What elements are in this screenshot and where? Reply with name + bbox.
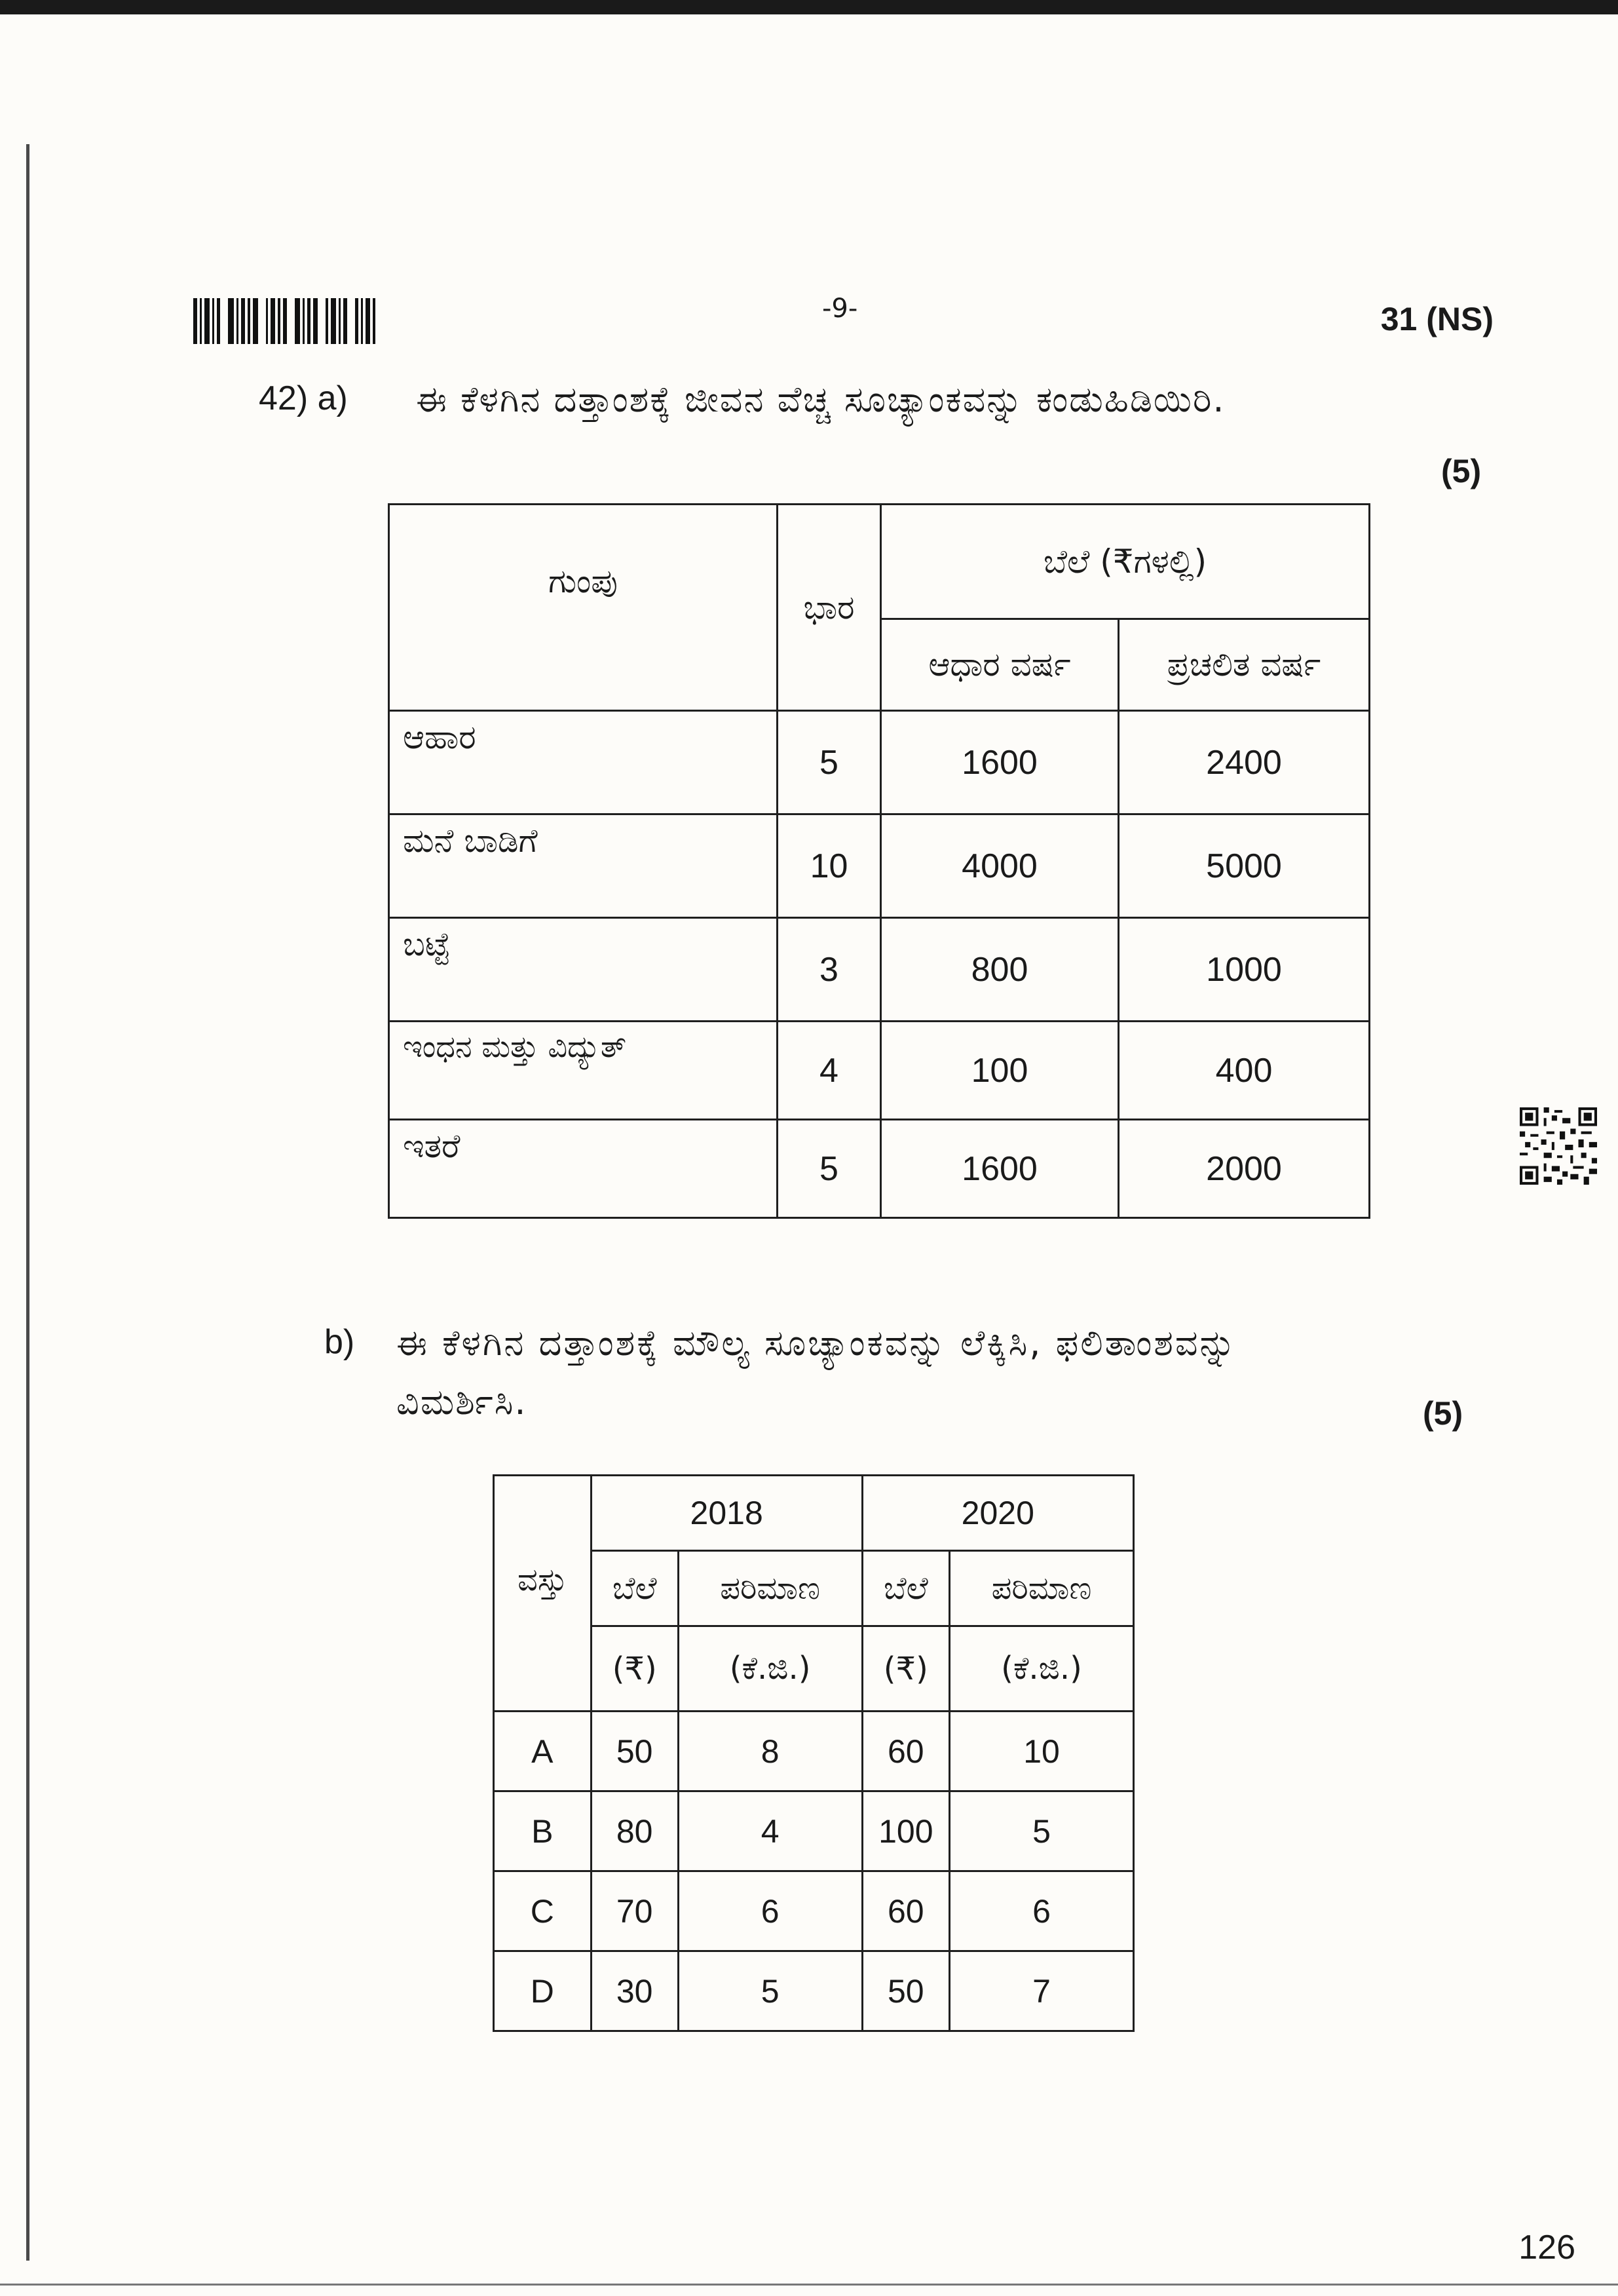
header-item: ವಸ್ತು — [494, 1476, 592, 1712]
quantity-2020-cell: 10 — [950, 1712, 1134, 1791]
group-cell: ಇತರೆ — [389, 1120, 778, 1218]
table-row — [389, 1022, 1370, 1120]
group-cell: ಆಹಾರ — [389, 711, 778, 814]
price-2020-cell: 60 — [862, 1871, 949, 1951]
header-price-2018: ಬೆಲೆ — [591, 1551, 678, 1626]
weight-cell: 5 — [778, 711, 881, 814]
question-b-marks: (5) — [1423, 1395, 1463, 1432]
header-current-year: ಪ್ರಚಲಿತ ವರ್ಷ — [1119, 619, 1370, 711]
item-cell: C — [494, 1871, 592, 1951]
table-row — [389, 814, 1370, 918]
cost-of-living-table — [388, 503, 1370, 1219]
header-price: ಬೆಲೆ (₹ಗಳಲ್ಲಿ) — [881, 505, 1370, 619]
value-index-table — [493, 1474, 1135, 2032]
unit-quantity-2020: (ಕೆ.ಜಿ.) — [950, 1626, 1134, 1712]
quantity-2020-cell: 6 — [950, 1871, 1134, 1951]
left-margin-line — [26, 144, 29, 2261]
group-cell: ಮನೆ ಬಾಡಿಗೆ — [389, 814, 778, 918]
header-base-year: ಆಧಾರ ವರ್ಷ — [881, 619, 1119, 711]
header-year-2018: 2018 — [591, 1476, 862, 1551]
weight-cell: 5 — [778, 1120, 881, 1218]
header-price-2020: ಬೆಲೆ — [862, 1551, 949, 1626]
unit-quantity-2018: (ಕೆ.ಜಿ.) — [678, 1626, 862, 1712]
price-2018-cell: 70 — [591, 1871, 678, 1951]
item-cell: B — [494, 1791, 592, 1871]
question-a-text: ಈ ಕೆಳಗಿನ ದತ್ತಾಂಶಕ್ಕೆ ಜೀವನ ವೆಚ್ಚ ಸೂಚ್ಯಾಂಕವನ್ನು ಕಂಡುಹಿಡಿಯಿರಿ. — [416, 379, 1226, 420]
header-group: ಗುಂಪು — [389, 505, 778, 711]
question-b-text-line1: ಈ ಕೆಳಗಿನ ದತ್ತಾಂಶಕ್ಕೆ ಮೌಲ್ಯ ಸೂಚ್ಯಾಂಕವನ್ನು ಲೆಕ್ಕಿಸಿ, ಫಲಿತಾಂಶವನ್ನು — [396, 1322, 1238, 1364]
question-b-label: b) — [324, 1323, 355, 1361]
question-a-marks: (5) — [1441, 453, 1482, 489]
base-price-cell: 4000 — [881, 814, 1119, 918]
current-price-cell: 1000 — [1119, 918, 1370, 1022]
base-price-cell: 1600 — [881, 711, 1119, 814]
table-row — [494, 1791, 1134, 1871]
item-cell: A — [494, 1712, 592, 1791]
price-2020-cell: 50 — [862, 1951, 949, 2031]
bottom-scan-border — [0, 2284, 1618, 2286]
header-quantity-2018: ಪರಿಮಾಣ — [678, 1551, 862, 1626]
current-price-cell: 400 — [1119, 1022, 1370, 1120]
qr-code — [1520, 1107, 1597, 1185]
question-b-text-line2: ವಿಮರ್ಶಿಸಿ. — [396, 1381, 527, 1423]
group-cell: ಬಟ್ಟೆ — [389, 918, 778, 1022]
question-number: 42) a) — [259, 379, 348, 417]
top-scan-border — [0, 0, 1618, 14]
base-price-cell: 800 — [881, 918, 1119, 1022]
quantity-2018-cell: 5 — [678, 1951, 862, 2031]
header-year-2020: 2020 — [862, 1476, 1133, 1551]
quantity-2018-cell: 4 — [678, 1791, 862, 1871]
price-2020-cell: 100 — [862, 1791, 949, 1871]
price-2018-cell: 80 — [591, 1791, 678, 1871]
price-2018-cell: 50 — [591, 1712, 678, 1791]
table-row — [494, 1871, 1134, 1951]
base-price-cell: 1600 — [881, 1120, 1119, 1218]
table-row — [389, 1120, 1370, 1218]
quantity-2018-cell: 6 — [678, 1871, 862, 1951]
group-cell: ಇಂಧನ ಮತ್ತು ವಿದ್ಯುತ್ — [389, 1022, 778, 1120]
paper-code: 31 (NS) — [1380, 301, 1494, 337]
header-quantity-2020: ಪರಿಮಾಣ — [950, 1551, 1134, 1626]
table-row — [389, 711, 1370, 814]
price-2018-cell: 30 — [591, 1951, 678, 2031]
table-row — [494, 1951, 1134, 2031]
quantity-2018-cell: 8 — [678, 1712, 862, 1791]
current-price-cell: 2000 — [1119, 1120, 1370, 1218]
weight-cell: 4 — [778, 1022, 881, 1120]
barcode — [193, 298, 403, 344]
quantity-2020-cell: 7 — [950, 1951, 1134, 2031]
footer-page-number: 126 — [1518, 2229, 1575, 2267]
table-row — [389, 918, 1370, 1022]
table-row — [494, 1712, 1134, 1791]
header-weight: ಭಾರ — [778, 505, 881, 711]
price-2020-cell: 60 — [862, 1712, 949, 1791]
unit-price-2020: (₹) — [862, 1626, 949, 1712]
weight-cell: 10 — [778, 814, 881, 918]
quantity-2020-cell: 5 — [950, 1791, 1134, 1871]
base-price-cell: 100 — [881, 1022, 1119, 1120]
current-price-cell: 5000 — [1119, 814, 1370, 918]
weight-cell: 3 — [778, 918, 881, 1022]
current-price-cell: 2400 — [1119, 711, 1370, 814]
unit-price-2018: (₹) — [591, 1626, 678, 1712]
item-cell: D — [494, 1951, 592, 2031]
page-number: -9- — [822, 294, 858, 324]
